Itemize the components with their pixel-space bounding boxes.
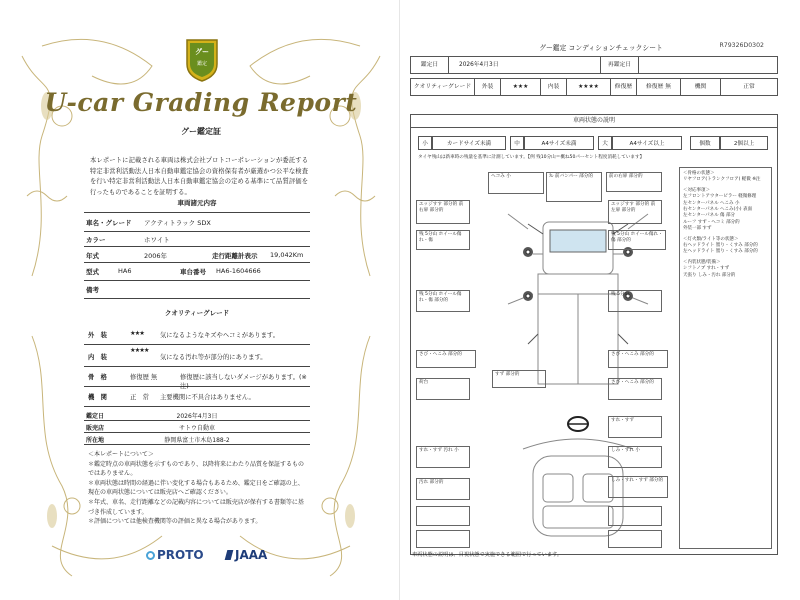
damage-box: エッジすす 部分的 前左扉 部分的 — [608, 200, 662, 224]
date-row: 鑑定日 2026年4月3日 再鑑定日 — [410, 56, 778, 74]
report-notes — [88, 450, 308, 527]
vehicle-year-row: 年式 2006年 走行距離計表示 19,042Km — [84, 246, 310, 263]
empty-damage-box — [608, 506, 662, 526]
appraisal-date-row: 鑑定日 2026年4月3日 — [84, 408, 310, 421]
proto-logo: PROTO — [146, 548, 204, 562]
location-row: 所在地 静岡県富士市木島188-2 — [84, 432, 310, 445]
notes-heading: ＜本レポートについて＞ — [88, 451, 154, 458]
condition-check-sheet — [402, 16, 800, 588]
note-item: ＊年式、車名、走行距離などの記載内容については販売店が保有する書類等に基づき作成しています。 — [88, 498, 304, 516]
damage-box: 残 5分山 — [608, 290, 662, 312]
report-subtitle: グー鑑定証 — [181, 127, 221, 136]
quality-grade-header: クオリティーグレード — [164, 309, 230, 317]
damage-box: 荷台 — [416, 378, 470, 400]
condition-details-panel: ＜骨格の状態＞ リヤフロア(トランクフロア) 軽微 ※注 ＜対応事項＞ 左フロントアウターピラー 軽微修理 左センターパネル へこみ 小 右センターパネル へこみ(小) 表面 左センターパネル 傷 部分 ルーフ すず・ヘコミ 部分的 外装一部 すず ＜灯火類/ライト等の状態＞ 右ヘッドライト 曇り・くすみ 部分的 左ヘッドライト 曇り・くすみ 部分的 ＜内装状態/装備＞ シフトノブ すれ・すず 天張り しみ・汚れ 部分的 — [679, 167, 772, 549]
damage-box: さび・へこみ 部分的 — [608, 378, 662, 400]
damage-box: 前の右扉 部分的 — [606, 172, 662, 192]
vehicle-info-header: 車両諸元内容 — [177, 199, 217, 207]
damage-box: 汚れ 部分的 — [416, 478, 470, 500]
vehicle-name-row: 車名・グレード アクティトラック SDX — [84, 212, 310, 232]
condition-section-header: 車両状態の説明 — [410, 114, 778, 128]
damage-box: 残 5分山 ホイール傷れ・傷 — [416, 230, 470, 250]
grading-report-page — [2, 16, 400, 588]
grade-summary-row: クオリティーグレード 外装 ★★★ 内装 ★★★★ 修復歴 修復歴 無 機関 正常 — [410, 78, 778, 96]
empty-damage-box — [416, 506, 470, 526]
goo-badge-logo: グー 鑑定 — [185, 38, 219, 82]
quality-row-frame: 骨 格 修復歴 無 修復歴に該当しないダメージがあります。(※注) — [84, 366, 310, 387]
damage-box: さび・へこみ 部分的 — [416, 350, 476, 368]
note-item: ＊鑑定時点の車両状態を示すものであり、以降将来にわたり品質を保証するものではありません。 — [88, 460, 305, 478]
damage-box: ｽﾚ 前バンパー 部分的 — [546, 172, 602, 202]
empty-damage-box — [608, 530, 662, 548]
page-divider — [399, 0, 400, 600]
document-id: R79326D0302 — [719, 42, 764, 49]
damage-box: 残 5分山 ホイール傷れ・傷 部分的 — [416, 290, 470, 312]
quality-row-interior: 内 装 ★★★★ 気になる汚れ等が部分的にあります。 — [84, 344, 310, 367]
footer-logos — [146, 546, 296, 566]
damage-box: エッジすす 部分的 前右扉 部分的 — [416, 200, 470, 224]
empty-damage-box — [416, 530, 470, 548]
note-item: ＊車両状態は時間の経過に伴い変化する場合もあるため、鑑定日をご確認の上、現在の車両状態については販売店へご確認ください。 — [88, 479, 304, 497]
vehicle-remarks-row: 備考 — [84, 280, 310, 299]
tire-note: タイヤ残山は新車時の残量を基準に計測しています。【例 残10分山＝概ね50パーセント程度消耗しています】 — [418, 155, 645, 160]
quality-row-engine: 機 関 正 常 主要機関に不具合はありません。 — [84, 386, 310, 407]
vehicle-color-row: カラー ホワイト — [84, 230, 310, 247]
note-item: ＊評価については他検査機関等の評価と異なる場合があります。 — [88, 518, 262, 526]
sheet-title: グー鑑定 コンディションチェックシート — [539, 44, 663, 52]
quality-row-exterior: 外 装 ★★★ 気になるようなキズやヘコミがあります。 — [84, 322, 310, 345]
damage-box: しみ・すれ・すず 部分的 — [608, 476, 668, 498]
damage-box: すれ・すず 汚れ 小 — [416, 446, 470, 468]
jaaa-logo: JAAA — [226, 548, 267, 562]
damage-box: しみ・すれ 小 — [608, 446, 662, 468]
shop-row: 販売店 サトウ自動車 — [84, 420, 310, 433]
footer-note: 車両状態の説明は、目視状態で実施できる範囲で行っています。 — [412, 552, 563, 558]
damage-box: 残 5分山 ホイール傷れ・傷 部分的 — [608, 230, 666, 250]
vehicle-model-row: 型式 HA6 車台番号 HA6-1604666 — [84, 262, 310, 281]
report-title: U-car Grading Report — [44, 88, 358, 117]
damage-box: すれ・すず — [608, 416, 662, 438]
intro-paragraph: 本レポートに記載される車両は株式会社プロトコーポレーションが委託する特定非営利活動法人日本自動車鑑定協会の資格保有者が厳選かつ公平な検査を行い特定非営利活動法人日本自動車鑑定協会の定める基準にて品質評価を行ったものであることを証明する。 — [90, 157, 308, 196]
damage-box: さび・へこみ 部分的 — [608, 350, 668, 368]
damage-box: すず 部分的 — [492, 370, 546, 388]
damage-size-legend: 小 カードサイズ未満 中 A4サイズ未満 大 A4サイズ以上 個数 2個以上 — [418, 136, 768, 150]
damage-box: ヘコみ 小 — [488, 172, 544, 194]
